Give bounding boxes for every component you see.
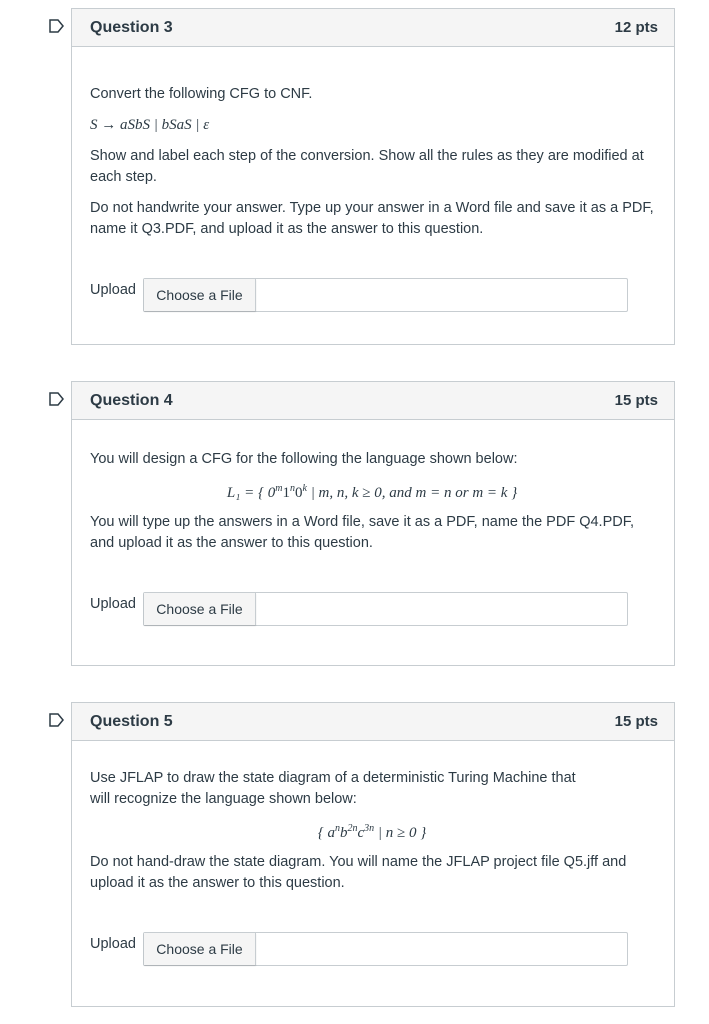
flag-question-icon[interactable] xyxy=(48,18,66,34)
choose-file-button[interactable]: Choose a File xyxy=(144,933,256,965)
grammar-rule: S → aSbS | bSaS | ε xyxy=(90,117,210,133)
file-upload-field[interactable] xyxy=(143,592,628,626)
question-points: 15 pts xyxy=(614,713,658,730)
upload-label: Upload xyxy=(90,282,136,298)
upload-label: Upload xyxy=(90,596,136,612)
question-text: Do not handwrite your answer. Type up your answer in a Word file and save it as a PDF, name it Q3.PDF, and upload it as the answer to this question. xyxy=(90,200,654,237)
question-text: You will type up the answers in a Word file, save it as a PDF, name the PDF Q4.PDF, and upload it as the answer to this question. xyxy=(90,514,634,551)
language-definition: { $a^nb^{2n}c^{3n}$ | n ≥ 0 } xyxy=(317,823,427,841)
question-header xyxy=(72,9,674,47)
question-title: Question 4 xyxy=(90,391,173,409)
upload-row xyxy=(90,592,654,626)
question-title: Question 3 xyxy=(90,18,173,36)
file-name-display xyxy=(256,593,627,625)
choose-file-button[interactable]: Choose a File xyxy=(144,593,256,625)
flag-question-icon[interactable] xyxy=(48,391,66,407)
file-name-display xyxy=(256,279,627,311)
question-text: Show and label each step of the conversion. Show all the rules as they are modified at each step. xyxy=(90,148,644,185)
upload-row xyxy=(90,932,654,966)
question-4-card xyxy=(71,381,675,666)
question-title: Question 5 xyxy=(90,712,173,730)
question-points: 12 pts xyxy=(614,19,658,36)
question-5-card xyxy=(71,702,675,1007)
language-definition: L₁ = { 0$^m$1$^n$0$^k$ | m, n, k ≥ 0, and m = n or m = k } xyxy=(226,483,518,501)
file-name-display xyxy=(256,933,627,965)
question-text: Do not hand-draw the state diagram. You will name the JFLAP project file Q5.jff and upload it as the answer to this question. xyxy=(90,854,627,891)
upload-row xyxy=(90,278,654,312)
flag-question-icon[interactable] xyxy=(48,712,66,728)
question-header xyxy=(72,703,674,741)
question-text: You will design a CFG for the following the language shown below: xyxy=(90,451,518,467)
question-text: Use JFLAP to draw the state diagram of a deterministic Turing Machine that will recognize the language shown below: xyxy=(90,770,576,807)
file-upload-field[interactable] xyxy=(143,932,628,966)
question-points: 15 pts xyxy=(614,392,658,409)
upload-label: Upload xyxy=(90,936,136,952)
file-upload-field[interactable] xyxy=(143,278,628,312)
choose-file-button[interactable]: Choose a File xyxy=(144,279,256,311)
question-3-card xyxy=(71,8,675,345)
question-header xyxy=(72,382,674,420)
question-text: Convert the following CFG to CNF. xyxy=(90,86,313,102)
